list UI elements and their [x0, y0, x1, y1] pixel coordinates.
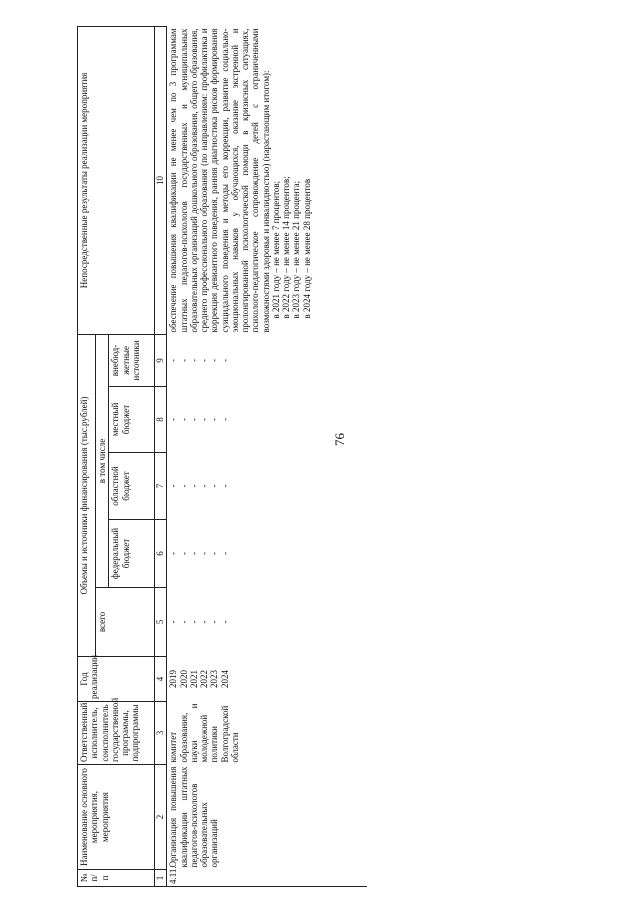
dash: -	[168, 484, 179, 488]
col-number: 7	[155, 453, 167, 520]
header-extra: внебюд-жетные источники	[109, 334, 155, 386]
results-line: в 2021 году – не менее 7 процентов;	[270, 180, 281, 319]
header-including: в том числе	[96, 334, 109, 587]
header-federal: федеральный бюджет	[109, 520, 155, 588]
dash: -	[199, 484, 209, 488]
dash: -	[168, 620, 179, 624]
col-number: 4	[155, 657, 167, 702]
year: 2023	[209, 670, 220, 688]
results-line: в 2023 году – не менее 21 процента;	[291, 180, 302, 319]
col-number: 2	[155, 765, 167, 870]
dash: -	[219, 418, 230, 421]
col-number: 1	[155, 870, 167, 887]
dash: -	[188, 620, 199, 624]
dash: -	[168, 552, 179, 555]
dash: -	[178, 418, 189, 421]
total-values	[167, 588, 367, 657]
col-number: 8	[155, 387, 167, 453]
header-total: всего	[96, 588, 155, 657]
header-name: Наименование основного мероприятия, мероприятия	[78, 765, 155, 870]
col-number: 3	[155, 702, 167, 765]
dash: -	[188, 552, 199, 555]
dash: -	[188, 358, 199, 362]
regional-values	[167, 453, 367, 520]
header-responsible: Ответственный исполнитель, соисполнитель государственной программы, подпрограммы	[78, 702, 155, 765]
header-local: местный бюджет	[109, 387, 155, 453]
dash: -	[199, 358, 209, 362]
dash: -	[199, 552, 209, 555]
header-funding: Объемы и источники финансирования (тыс.рублей)	[78, 334, 96, 656]
dash: -	[209, 358, 220, 362]
federal-values	[167, 520, 367, 588]
dash: -	[219, 620, 230, 624]
dash: -	[199, 418, 209, 421]
row-responsible: комитет образования, науки и молодежной политики Волгоградской области	[168, 703, 240, 763]
dash: -	[168, 418, 179, 421]
dash: -	[219, 358, 230, 362]
year: 2024	[219, 670, 230, 688]
year: 2020	[178, 670, 189, 688]
table-row	[167, 26, 367, 886]
dash: -	[188, 484, 199, 488]
dash: -	[168, 358, 179, 362]
header-year: Год реализации	[78, 657, 155, 702]
row-name: Организация повышения квалификации штатных педагогов-психологов образовательных организаций	[168, 766, 220, 868]
year: 2021	[188, 670, 199, 688]
dash: -	[209, 620, 220, 624]
header-results: Непосредственные результаты реализации мероприятия	[78, 26, 155, 334]
funding-table	[77, 26, 367, 887]
year: 2019	[168, 670, 179, 688]
col-number: 6	[155, 520, 167, 588]
dash: -	[219, 484, 230, 488]
dash: -	[178, 484, 189, 488]
dash: -	[178, 358, 189, 362]
results-line: в 2022 году – не менее 14 процентов;	[281, 176, 291, 319]
extra-values	[167, 334, 367, 386]
results-line: в 2024 году – не менее 28 процентов	[301, 178, 312, 319]
page-number: 76	[332, 433, 347, 446]
dash: -	[188, 418, 199, 421]
local-values	[167, 387, 367, 453]
dash: -	[209, 484, 220, 488]
row-results	[167, 26, 367, 334]
results-text: обеспечение повышения квалификации не менее чем по 3 программам штатных педагогов-психологов государственных и муниципальных образовательных организаций дошкольного образования, общего образования, среднего профессионального образования (по направлениям: профилактика и коррекция девиантного поведения, ранняя диагностика рисков формирования суицидального поведения и методы его коррекции, развитие социально-эмоциональных навыков у обучающихся, оказание экстренной и пролонгированной психологической помощи в кризисных ситуациях, психолого-педагогическое сопровождение детей с ограниченными возможностями здоровья и инвалидностью) (нарастающим итогом):	[168, 28, 271, 333]
dash: -	[209, 418, 220, 421]
row-no: 4.11.	[167, 870, 367, 887]
col-number: 10	[155, 26, 167, 334]
rotated-page	[77, 27, 572, 887]
header-regional: областной бюджет	[109, 453, 155, 520]
col-number: 9	[155, 334, 167, 386]
dash: -	[178, 552, 189, 555]
dash: -	[209, 552, 220, 555]
dash: -	[178, 620, 189, 624]
year: 2022	[199, 670, 209, 688]
dash: -	[199, 620, 209, 624]
row-years	[167, 657, 367, 702]
col-number: 5	[155, 588, 167, 657]
header-no: № п/п	[78, 870, 155, 887]
dash: -	[219, 552, 230, 555]
